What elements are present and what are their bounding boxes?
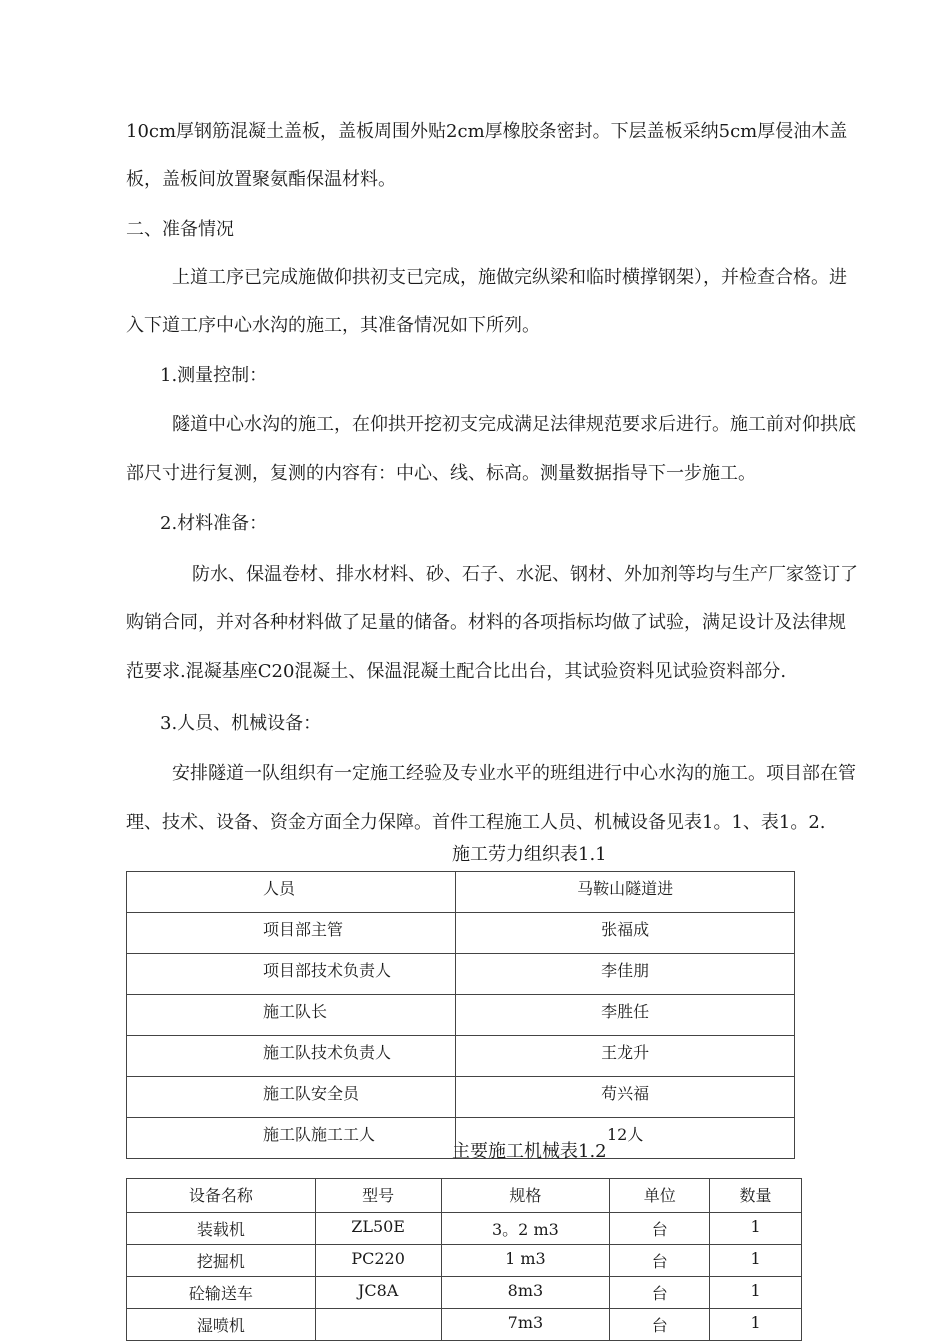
table-header-row: [127, 1179, 802, 1213]
machinery-table: [126, 1178, 802, 1341]
cell-model: [315, 1309, 441, 1341]
table-row: [127, 1036, 795, 1077]
cell-role: 施工队技术负责人: [127, 1036, 456, 1077]
cell-unit: 台: [610, 1277, 710, 1309]
cell-unit: 台: [610, 1309, 710, 1341]
cell-model: ZL50E: [315, 1213, 441, 1245]
cell-model: PC220: [315, 1245, 441, 1277]
table2-caption: 主要施工机械表1.2: [452, 1141, 607, 1162]
cell-spec: 1 m3: [441, 1245, 610, 1277]
paragraph-line: 上道工序已完成施做仰拱初支已完成，施做完纵梁和临时横撑钢架），并检查合格。进: [172, 267, 847, 288]
table-row: [127, 1213, 802, 1245]
cell-role: 人员: [127, 872, 456, 913]
cell-role: 项目部主管: [127, 913, 456, 954]
cell-model: JC8A: [315, 1277, 441, 1309]
cell-spec: 规格: [441, 1179, 610, 1213]
paragraph-line: 入下道工序中心水沟的施工，其准备情况如下所列。: [126, 315, 540, 336]
cell-quantity: 1: [710, 1309, 802, 1341]
cell-quantity: 1: [710, 1213, 802, 1245]
cell-unit: 台: [610, 1245, 710, 1277]
cell-spec: 7m3: [441, 1309, 610, 1341]
cell-equipment: 砼输送车: [127, 1277, 316, 1309]
paragraph-line: 二、准备情况: [126, 219, 234, 240]
paragraph-line: 板，盖板间放置聚氨酯保温材料。: [126, 169, 396, 190]
table-row: [127, 1245, 802, 1277]
cell-quantity: 数量: [710, 1179, 802, 1213]
cell-name: 12人: [456, 1118, 795, 1159]
cell-equipment: 湿喷机: [127, 1309, 316, 1341]
cell-spec: 3。2 m3: [441, 1213, 610, 1245]
cell-role: 施工队施工工人: [127, 1118, 456, 1159]
paragraph-line: 范要求.混凝基座C20混凝土、保温混凝土配合比出台，其试验资料见试验资料部分.: [126, 661, 787, 682]
paragraph-line: 理、技术、设备、资金方面全力保障。首件工程施工人员、机械设备见表1。1、表1。2.: [126, 812, 826, 833]
table-row: [127, 913, 795, 954]
cell-name: 马鞍山隧道进: [456, 872, 795, 913]
cell-name: 苟兴福: [456, 1077, 795, 1118]
cell-spec: 8m3: [441, 1277, 610, 1309]
paragraph-line: 10cm厚钢筋混凝土盖板，盖板周围外贴2cm厚橡胶条密封。下层盖板采纳5cm厚侵油木盖: [126, 121, 848, 142]
table-row: [127, 954, 795, 995]
cell-name: 李胜任: [456, 995, 795, 1036]
cell-role: 施工队安全员: [127, 1077, 456, 1118]
table-row: [127, 1077, 795, 1118]
table1-caption: 施工劳力组织表1.1: [452, 844, 607, 865]
paragraph-line: 安排隧道一队组织有一定施工经验及专业水平的班组进行中心水沟的施工。项目部在管: [172, 763, 856, 784]
paragraph-line: 部尺寸进行复测，复测的内容有：中心、线、标高。测量数据指导下一步施工。: [126, 463, 756, 484]
table-row: [127, 995, 795, 1036]
paragraph-line: 隧道中心水沟的施工，在仰拱开挖初支完成满足法律规范要求后进行。施工前对仰拱底: [172, 414, 856, 435]
cell-name: 李佳朋: [456, 954, 795, 995]
cell-name: 王龙升: [456, 1036, 795, 1077]
paragraph-line: 2.材料准备：: [160, 513, 268, 534]
cell-role: 施工队长: [127, 995, 456, 1036]
cell-unit: 台: [610, 1213, 710, 1245]
cell-name: 张福成: [456, 913, 795, 954]
cell-equipment: 挖掘机: [127, 1245, 316, 1277]
cell-quantity: 1: [710, 1245, 802, 1277]
cell-role: 项目部技术负责人: [127, 954, 456, 995]
cell-equipment: 设备名称: [127, 1179, 316, 1213]
table-row: [127, 1277, 802, 1309]
labor-table: [126, 871, 795, 1159]
table-row: [127, 1309, 802, 1341]
cell-quantity: 1: [710, 1277, 802, 1309]
cell-unit: 单位: [610, 1179, 710, 1213]
cell-model: 型号: [315, 1179, 441, 1213]
paragraph-line: 3.人员、机械设备：: [160, 713, 322, 734]
cell-equipment: 装载机: [127, 1213, 316, 1245]
paragraph-line: 1.测量控制：: [160, 365, 268, 386]
paragraph-line: 防水、保温卷材、排水材料、砂、石子、水泥、钢材、外加剂等均与生产厂家签订了: [192, 564, 858, 585]
table-header-row: [127, 872, 795, 913]
paragraph-line: 购销合同，并对各种材料做了足量的储备。材料的各项指标均做了试验，满足设计及法律规: [126, 612, 846, 633]
